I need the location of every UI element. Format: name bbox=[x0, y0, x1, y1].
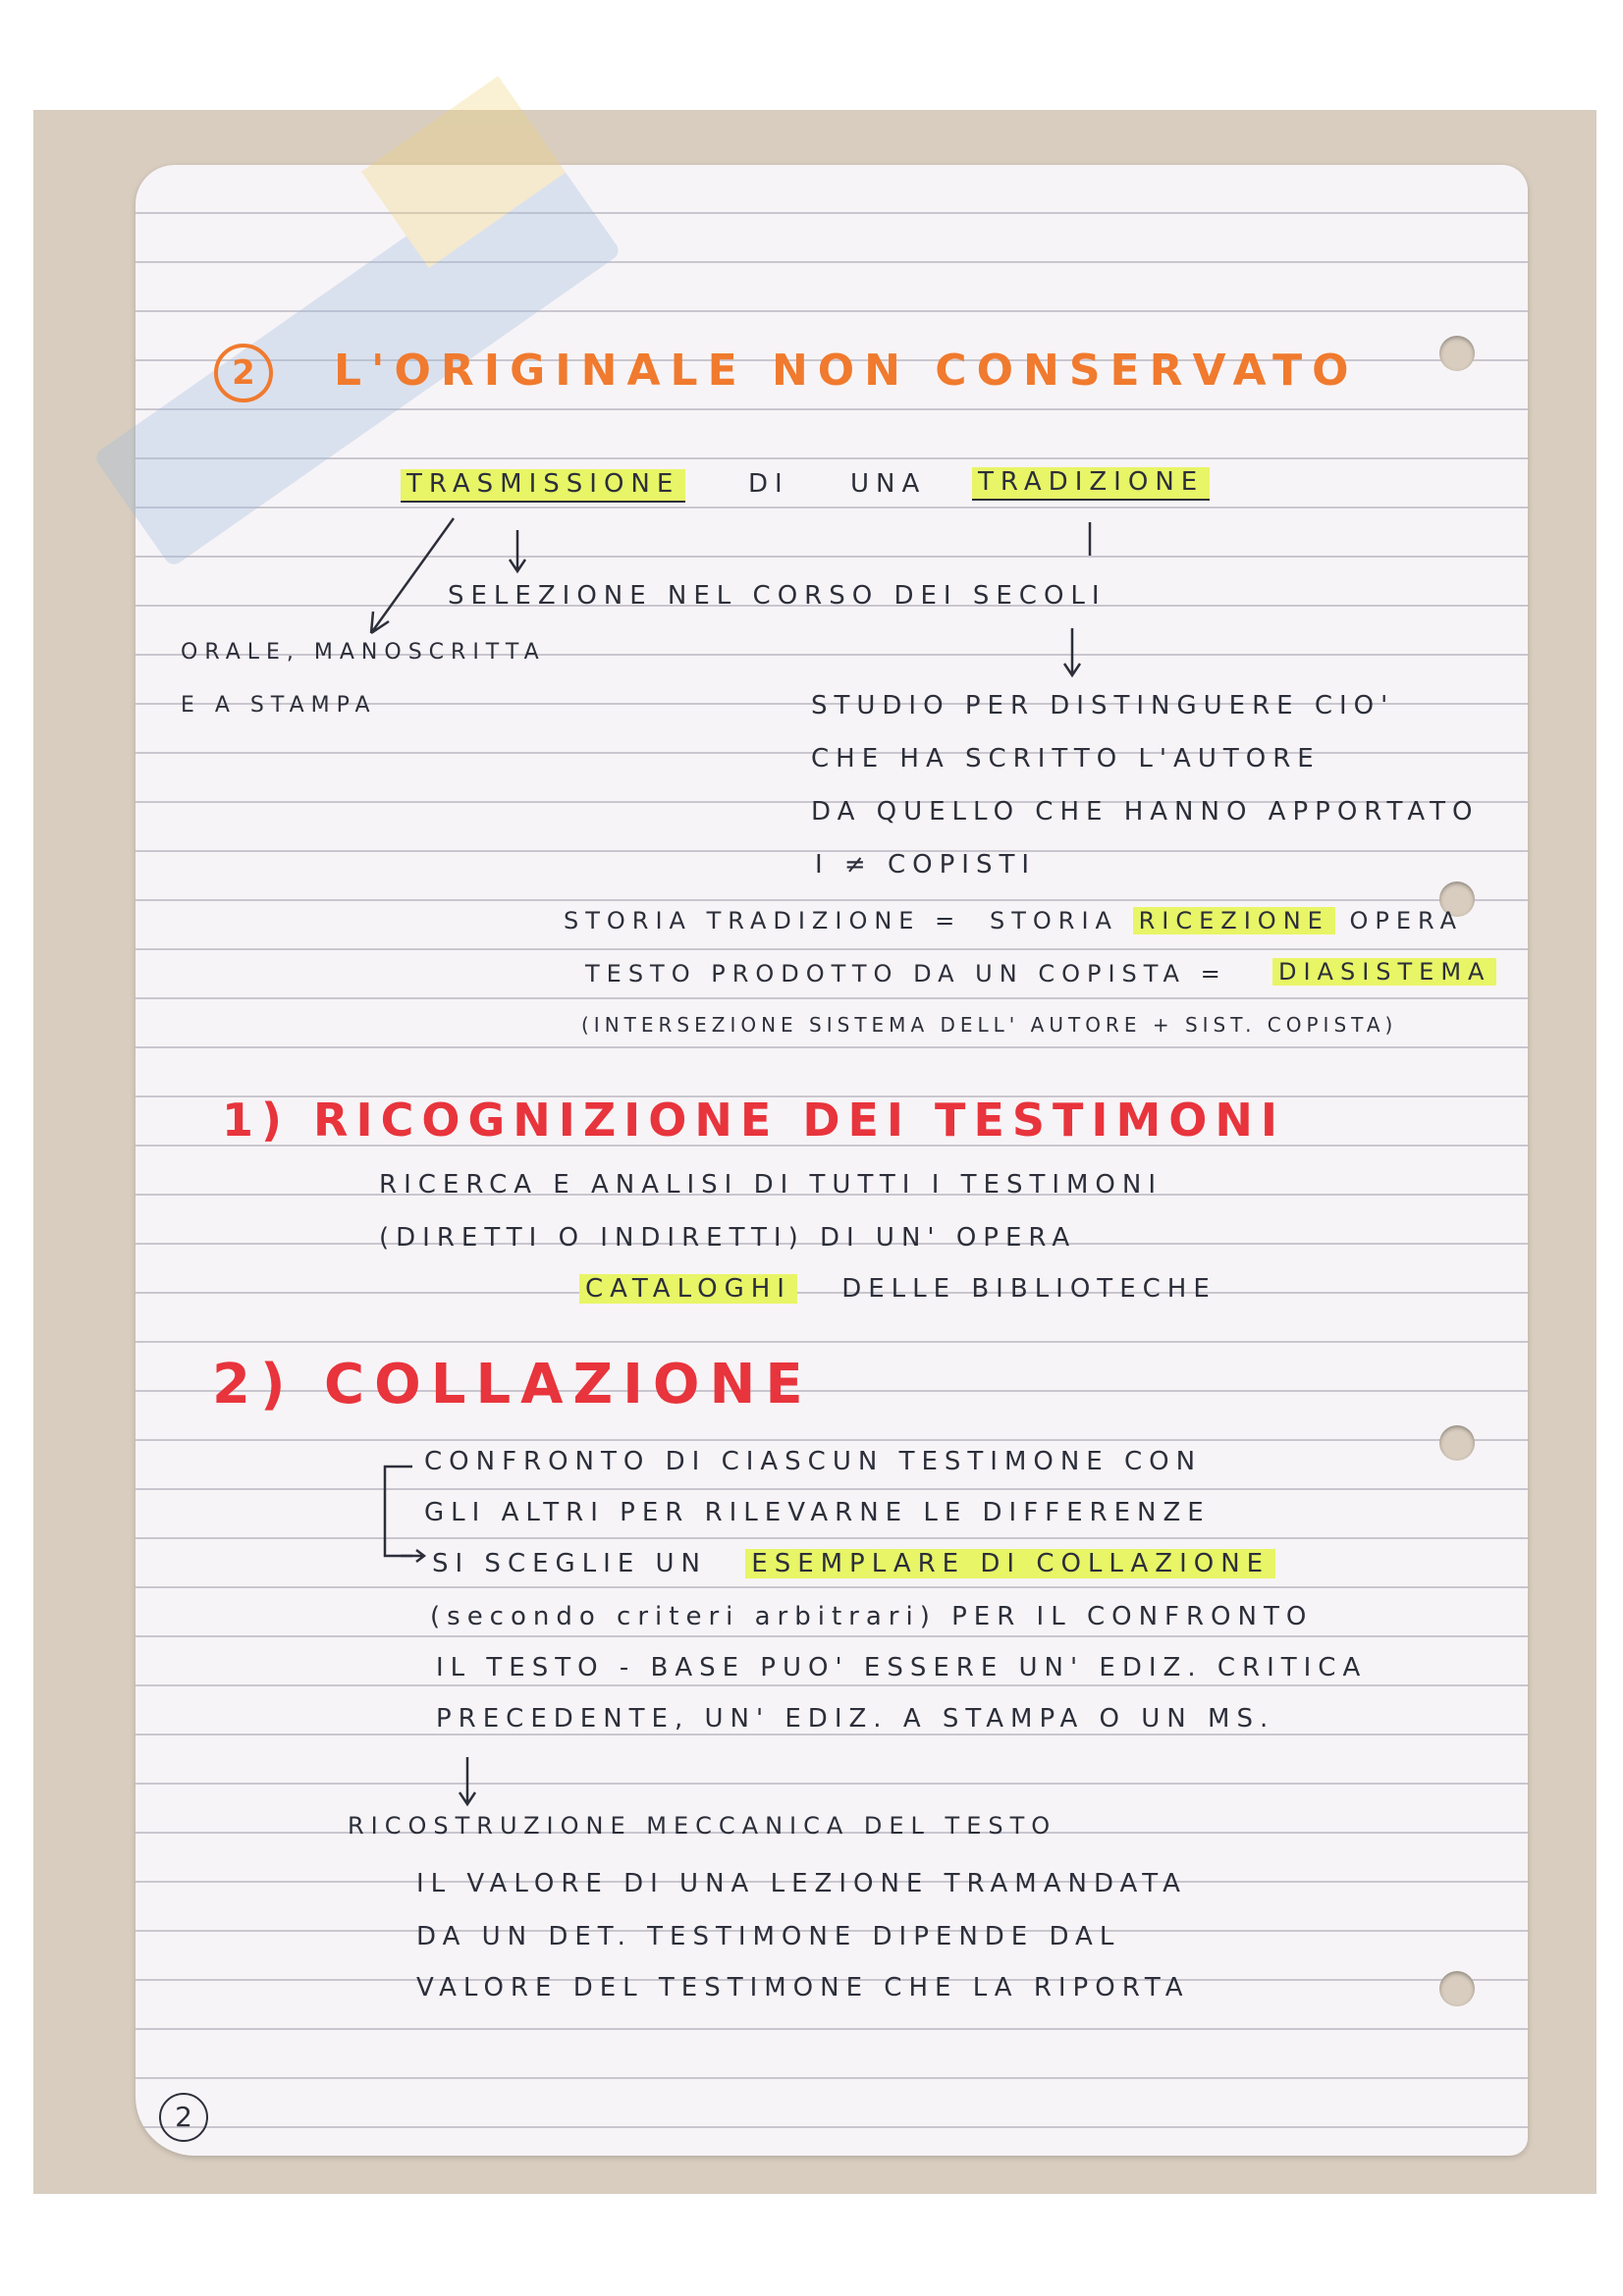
storia-tradizione-text: STORIA TRADIZIONE = bbox=[564, 907, 962, 934]
page-number: 2 bbox=[159, 2093, 208, 2142]
keyword-esemplare: ESEMPLARE DI COLLAZIONE bbox=[745, 1549, 1275, 1578]
section1-heading: 1) RICOGNIZIONE DEI TESTIMONI bbox=[222, 1094, 1285, 1147]
word-una: UNA bbox=[850, 469, 927, 499]
selezione-text: SELEZIONE NEL CORSO DEI SECOLI bbox=[448, 581, 1107, 611]
intersezione-text: (INTERSEZIONE SISTEMA DELL' AUTORE + SIST. COPISTA) bbox=[581, 1013, 1398, 1037]
studio-line1: STUDIO PER DISTINGUERE CIO' bbox=[811, 691, 1395, 721]
arrow-ricostruzione bbox=[460, 1757, 475, 1804]
bracket-arrow bbox=[401, 1550, 424, 1562]
section2-line3: SI SCEGLIE UN ESEMPLARE DI COLLAZIONE bbox=[432, 1549, 1275, 1578]
valore-line1: IL VALORE DI UNA LEZIONE TRAMANDATA bbox=[416, 1869, 1187, 1898]
section2-line2: GLI ALTRI PER RILEVARNE LE DIFFERENZE bbox=[424, 1498, 1211, 1527]
studio-line3: DA QUELLO CHE HANNO APPORTATO bbox=[811, 797, 1480, 827]
section-number-circle: 2 bbox=[214, 344, 273, 402]
studio-line4: I ≠ COPISTI bbox=[815, 850, 1037, 880]
bracket-collazione bbox=[385, 1467, 412, 1556]
keyword-tradizione: TRADIZIONE bbox=[972, 467, 1210, 497]
word-di: DI bbox=[748, 469, 789, 499]
testo-prodotto-text: TESTO PRODOTTO DA UN COPISTA = bbox=[585, 960, 1227, 988]
keyword-ricezione: RICEZIONE bbox=[1133, 907, 1335, 934]
section1-line1: RICERCA E ANALISI DI TUTTI I TESTIMONI bbox=[379, 1170, 1163, 1200]
ricostruzione-text: RICOSTRUZIONE MECCANICA DEL TESTO bbox=[348, 1812, 1057, 1840]
keyword-cataloghi: CATALOGHI bbox=[579, 1274, 797, 1304]
valore-line3: VALORE DEL TESTIMONE CHE LA RIPORTA bbox=[416, 1973, 1190, 2002]
page-title: L'ORIGINALE NON CONSERVATO bbox=[334, 346, 1359, 396]
section1-line2: (DIRETTI O INDIRETTI) DI UN' OPERA bbox=[379, 1223, 1077, 1253]
section1-line3: CATALOGHI DELLE BIBLIOTECHE bbox=[579, 1274, 1217, 1304]
studio-line2: CHE HA SCRITTO L'AUTORE bbox=[811, 744, 1321, 774]
orale-line1: ORALE, MANOSCRITTA bbox=[181, 640, 546, 665]
arrow-to-selezione bbox=[510, 530, 525, 571]
section2-line6: PRECEDENTE, UN' EDIZ. A STAMPA O UN MS. bbox=[436, 1704, 1275, 1734]
keyword-diasistema: DIASISTEMA bbox=[1272, 958, 1496, 986]
section2-line4: (secondo criteri arbitrari) PER IL CONFRONTO bbox=[430, 1602, 1314, 1631]
orale-line2: E A STAMPA bbox=[181, 693, 377, 718]
valore-line2: DA UN DET. TESTIMONE DIPENDE DAL bbox=[416, 1922, 1121, 1951]
section2-line5: IL TESTO - BASE PUO' ESSERE UN' EDIZ. CRITICA bbox=[436, 1653, 1368, 1682]
section2-heading: 2) COLLAZIONE bbox=[212, 1353, 813, 1416]
arrow-to-studio bbox=[1064, 628, 1080, 675]
arrow-to-orale bbox=[371, 518, 454, 633]
keyword-trasmissione: TRASMISSIONE bbox=[401, 469, 685, 499]
section2-line1: CONFRONTO DI CIASCUN TESTIMONE CON bbox=[424, 1447, 1203, 1476]
storia-ricezione-line: STORIA RICEZIONE OPERA bbox=[990, 907, 1464, 934]
